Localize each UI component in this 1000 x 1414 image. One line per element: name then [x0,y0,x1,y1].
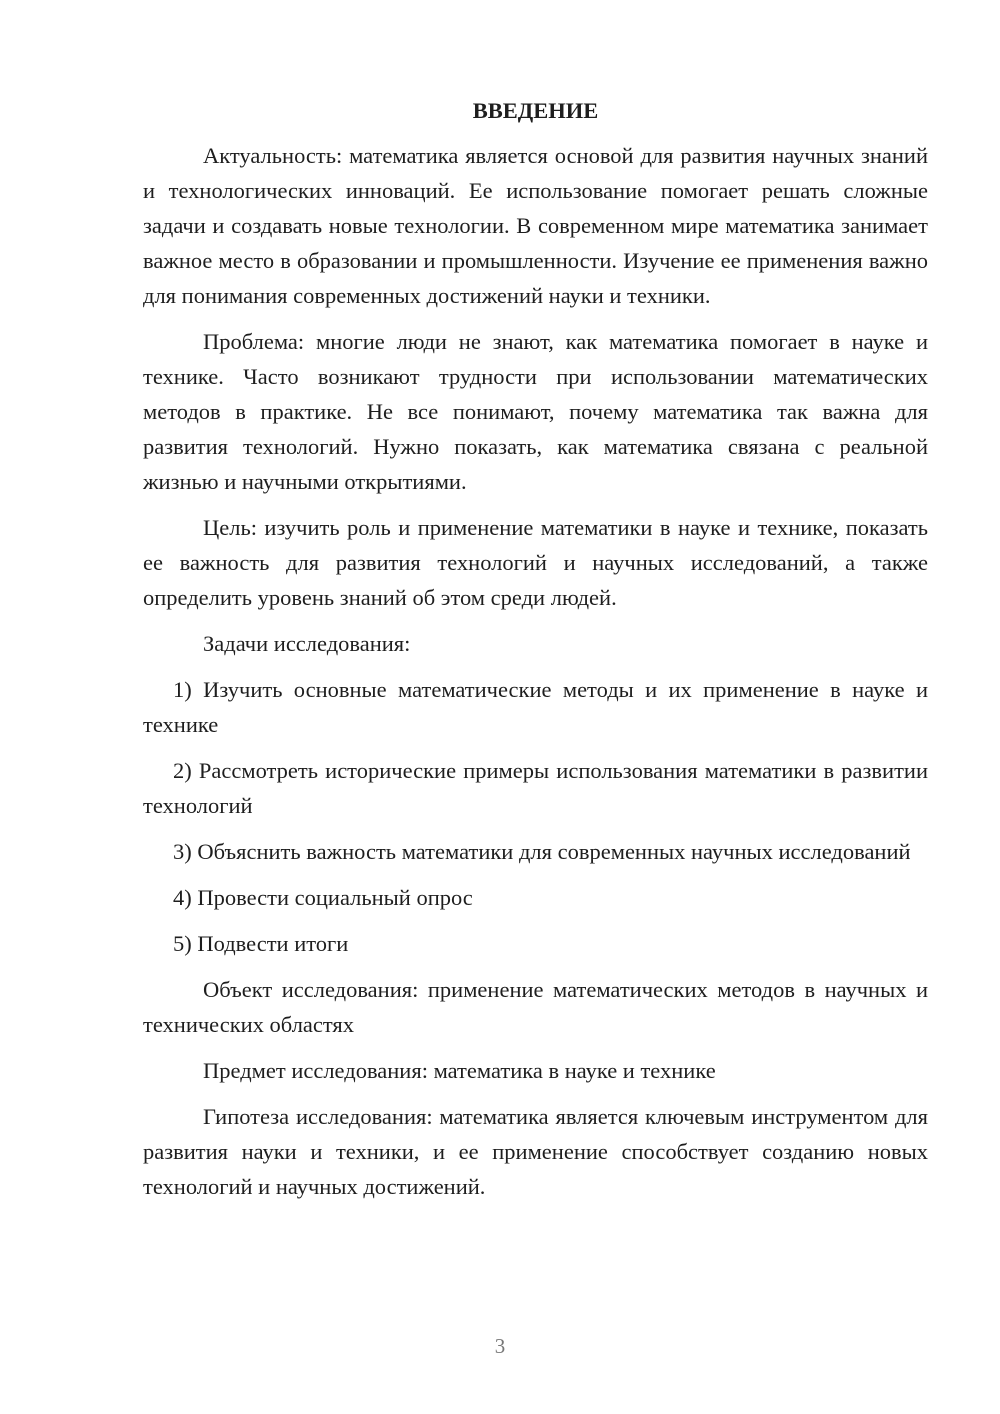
tasks-list [143,672,928,961]
section-title: ВВЕДЕНИЕ [472,98,599,123]
relevance-paragraph: Актуальность: математика является основой для развития научных знаний и технологических инноваций. Ее использование помогает решать сложные задачи и создавать новые технологии. В современном мире математика занимает важное место в образовании и промышленности. Изучение ее применения важно для понимания современных достижений науки и техники. [143,143,928,308]
task-item: 2) Рассмотреть исторические примеры использования математики в развитии технологий [143,758,928,818]
document-body [143,93,928,1215]
task-item: 3) Объяснить важность математики для современных научных исследований [173,839,911,864]
page-number: 3 [494,1334,506,1358]
hypothesis-paragraph: Гипотеза исследования: математика является ключевым инструментом для развития науки и техники, и ее применение способствует созданию новых технологий и научных достижений. [143,1104,928,1199]
object-paragraph: Объект исследования: применение математических методов в научных и технических областях [143,977,928,1037]
task-item: 5) Подвести итоги [173,931,349,956]
subject-paragraph: Предмет исследования: математика в науке и технике [203,1058,716,1083]
goal-paragraph: Цель: изучить роль и применение математики в науке и технике, показать ее важность для развития технологий и научных исследований, а также определить уровень знаний об этом среди людей. [143,515,928,610]
problem-paragraph: Проблема: многие люди не знают, как математика помогает в науке и технике. Часто возникают трудности при использовании математических методов в практике. Не все понимают, почему математика так важна для развития технологий. Нужно показать, как математика связана с реальной жизнью и научными открытиями. [143,329,928,494]
task-item: 1) Изучить основные математические методы и их применение в науке и технике [143,677,928,737]
tasks-heading: Задачи исследования: [203,631,411,656]
task-item: 4) Провести социальный опрос [173,885,473,910]
